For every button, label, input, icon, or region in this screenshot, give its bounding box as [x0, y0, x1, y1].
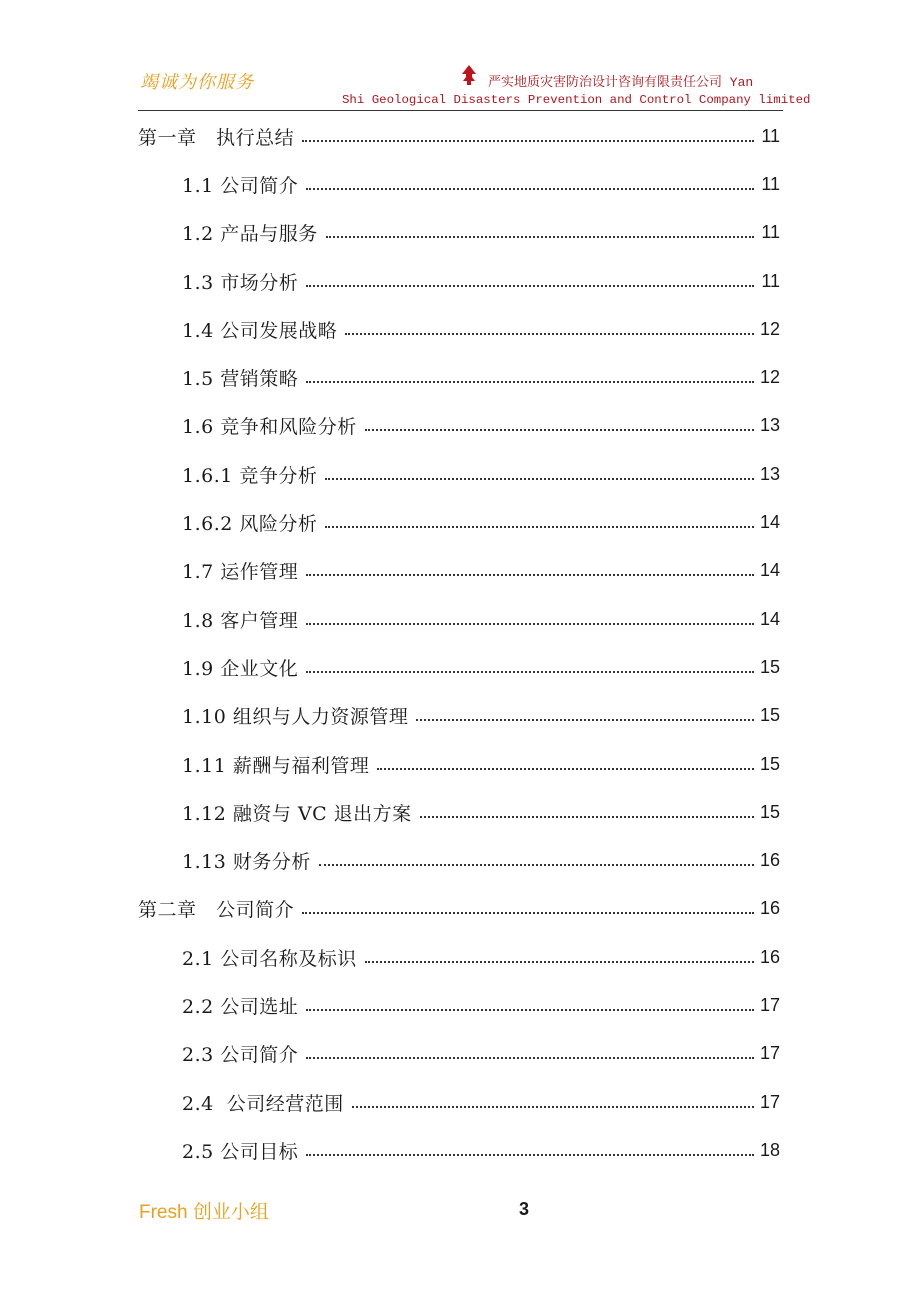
toc-entry[interactable] [138, 933, 780, 981]
toc-entry-page-number[interactable]: 15 [759, 705, 780, 726]
toc-entry-page-number[interactable]: 11 [761, 125, 780, 146]
toc-entry[interactable] [138, 885, 780, 933]
toc-entry-label[interactable]: 2.2 公司选址 [182, 995, 299, 1018]
toc-entry-label[interactable]: 第二章 公司简介 [138, 899, 295, 922]
toc-entry-label[interactable]: 2.5 公司目标 [182, 1140, 299, 1163]
toc-entry-page-number[interactable]: 14 [759, 608, 780, 629]
toc-dot-leader [377, 767, 754, 770]
toc-entry-label[interactable]: 1.3 市场分析 [182, 271, 299, 294]
toc-dot-leader [416, 718, 754, 721]
page-header [138, 60, 811, 110]
header-slogan: 竭诚为你服务 [140, 72, 254, 93]
toc-entry-page-number[interactable]: 17 [759, 994, 780, 1015]
toc-entry-label[interactable]: 1.10 组织与人力资源管理 [182, 706, 409, 729]
toc-dot-leader [326, 235, 754, 238]
toc-entry-label[interactable]: 1.12 融资与 VC 退出方案 [182, 802, 412, 825]
toc-entry-label[interactable]: 2.1 公司名称及标识 [182, 947, 357, 970]
toc-entry[interactable] [138, 740, 780, 788]
toc-entry[interactable] [138, 450, 780, 498]
toc-dot-leader [306, 380, 754, 383]
toc-dot-leader [319, 863, 754, 866]
toc-entry[interactable] [138, 643, 780, 691]
toc-entry[interactable] [138, 1030, 780, 1078]
toc-entry-page-number[interactable]: 15 [759, 656, 780, 677]
header-company-name-english: Shi Geological Disasters Prevention and Control Company limited [342, 93, 811, 107]
toc-entry-label[interactable]: 1.6 竞争和风险分析 [182, 416, 357, 439]
toc-entry-label[interactable]: 1.6.2 风险分析 [182, 513, 318, 536]
toc-entry-page-number[interactable]: 16 [759, 946, 780, 967]
toc-dot-leader [306, 1056, 754, 1059]
toc-dot-leader [306, 670, 754, 673]
toc-entry-label[interactable]: 1.2 产品与服务 [182, 223, 318, 246]
toc-entry[interactable] [138, 112, 780, 160]
toc-entry-page-number[interactable]: 17 [759, 1043, 780, 1064]
toc-entry-label[interactable]: 1.5 营销策略 [182, 368, 299, 391]
toc-entry-page-number[interactable]: 18 [759, 1139, 780, 1160]
toc-entry[interactable] [138, 1078, 780, 1126]
toc-dot-leader [306, 284, 754, 287]
toc-entry-page-number[interactable]: 12 [759, 318, 780, 339]
table-of-contents [138, 112, 780, 1175]
toc-entry-label[interactable]: 1.9 企业文化 [182, 657, 299, 680]
toc-entry-page-number[interactable]: 13 [759, 463, 780, 484]
toc-dot-leader [306, 187, 754, 190]
toc-dot-leader [302, 139, 754, 142]
toc-entry[interactable] [138, 257, 780, 305]
toc-entry-label[interactable]: 1.1 公司简介 [182, 174, 299, 197]
toc-entry[interactable] [138, 595, 780, 643]
toc-entry-page-number[interactable]: 13 [759, 415, 780, 436]
toc-entry-label[interactable]: 1.13 财务分析 [182, 851, 311, 874]
toc-entry-page-number[interactable]: 17 [759, 1091, 780, 1112]
toc-entry-page-number[interactable]: 12 [759, 367, 780, 388]
toc-dot-leader [306, 1008, 754, 1011]
toc-entry[interactable] [138, 353, 780, 401]
toc-dot-leader [365, 428, 754, 431]
toc-entry[interactable] [138, 692, 780, 740]
toc-entry-label[interactable]: 2.3 公司简介 [182, 1044, 299, 1067]
toc-dot-leader [345, 332, 754, 335]
toc-entry[interactable] [138, 209, 780, 257]
footer-group-name: Fresh 创业小组 [139, 1202, 269, 1223]
toc-dot-leader [325, 477, 754, 480]
toc-dot-leader [365, 960, 754, 963]
toc-entry[interactable] [138, 402, 780, 450]
toc-dot-leader [352, 1105, 754, 1108]
toc-entry[interactable] [138, 981, 780, 1029]
toc-entry-label[interactable]: 第一章 执行总结 [138, 126, 295, 149]
toc-entry-page-number[interactable]: 11 [761, 270, 780, 291]
header-divider [138, 110, 783, 111]
toc-entry-page-number[interactable]: 15 [759, 753, 780, 774]
toc-entry-page-number[interactable]: 14 [759, 512, 780, 533]
toc-entry-page-number[interactable]: 16 [759, 898, 780, 919]
toc-entry-label[interactable]: 1.11 薪酬与福利管理 [182, 754, 370, 777]
toc-dot-leader [306, 573, 754, 576]
toc-entry-label[interactable]: 1.8 客户管理 [182, 609, 299, 632]
toc-entry-label[interactable]: 1.6.1 竞争分析 [182, 464, 318, 487]
toc-dot-leader [306, 1153, 754, 1156]
toc-entry[interactable] [138, 547, 780, 595]
toc-entry[interactable] [138, 788, 780, 836]
toc-entry-label[interactable]: 1.4 公司发展战略 [182, 319, 338, 342]
toc-entry[interactable] [138, 498, 780, 546]
footer-page-number: 3 [519, 1199, 530, 1219]
toc-entry-label[interactable]: 2.4 公司经营范围 [182, 1092, 344, 1115]
toc-dot-leader [325, 525, 754, 528]
toc-entry[interactable] [138, 305, 780, 353]
toc-entry[interactable] [138, 836, 780, 884]
toc-dot-leader [420, 815, 754, 818]
toc-entry-page-number[interactable]: 11 [761, 222, 780, 243]
toc-entry[interactable] [138, 1126, 780, 1174]
toc-dot-leader [306, 622, 754, 625]
toc-entry[interactable] [138, 160, 780, 208]
red-arrow-logo-icon [460, 64, 478, 86]
toc-entry-page-number[interactable]: 15 [759, 801, 780, 822]
toc-entry-page-number[interactable]: 11 [761, 173, 780, 194]
toc-entry-label[interactable]: 1.7 运作管理 [182, 561, 299, 584]
toc-entry-page-number[interactable]: 16 [759, 850, 780, 871]
toc-dot-leader [302, 911, 754, 914]
toc-entry-page-number[interactable]: 14 [759, 560, 780, 581]
header-company-name: 严实地质灾害防治设计咨询有限责任公司 Yan [488, 75, 754, 90]
